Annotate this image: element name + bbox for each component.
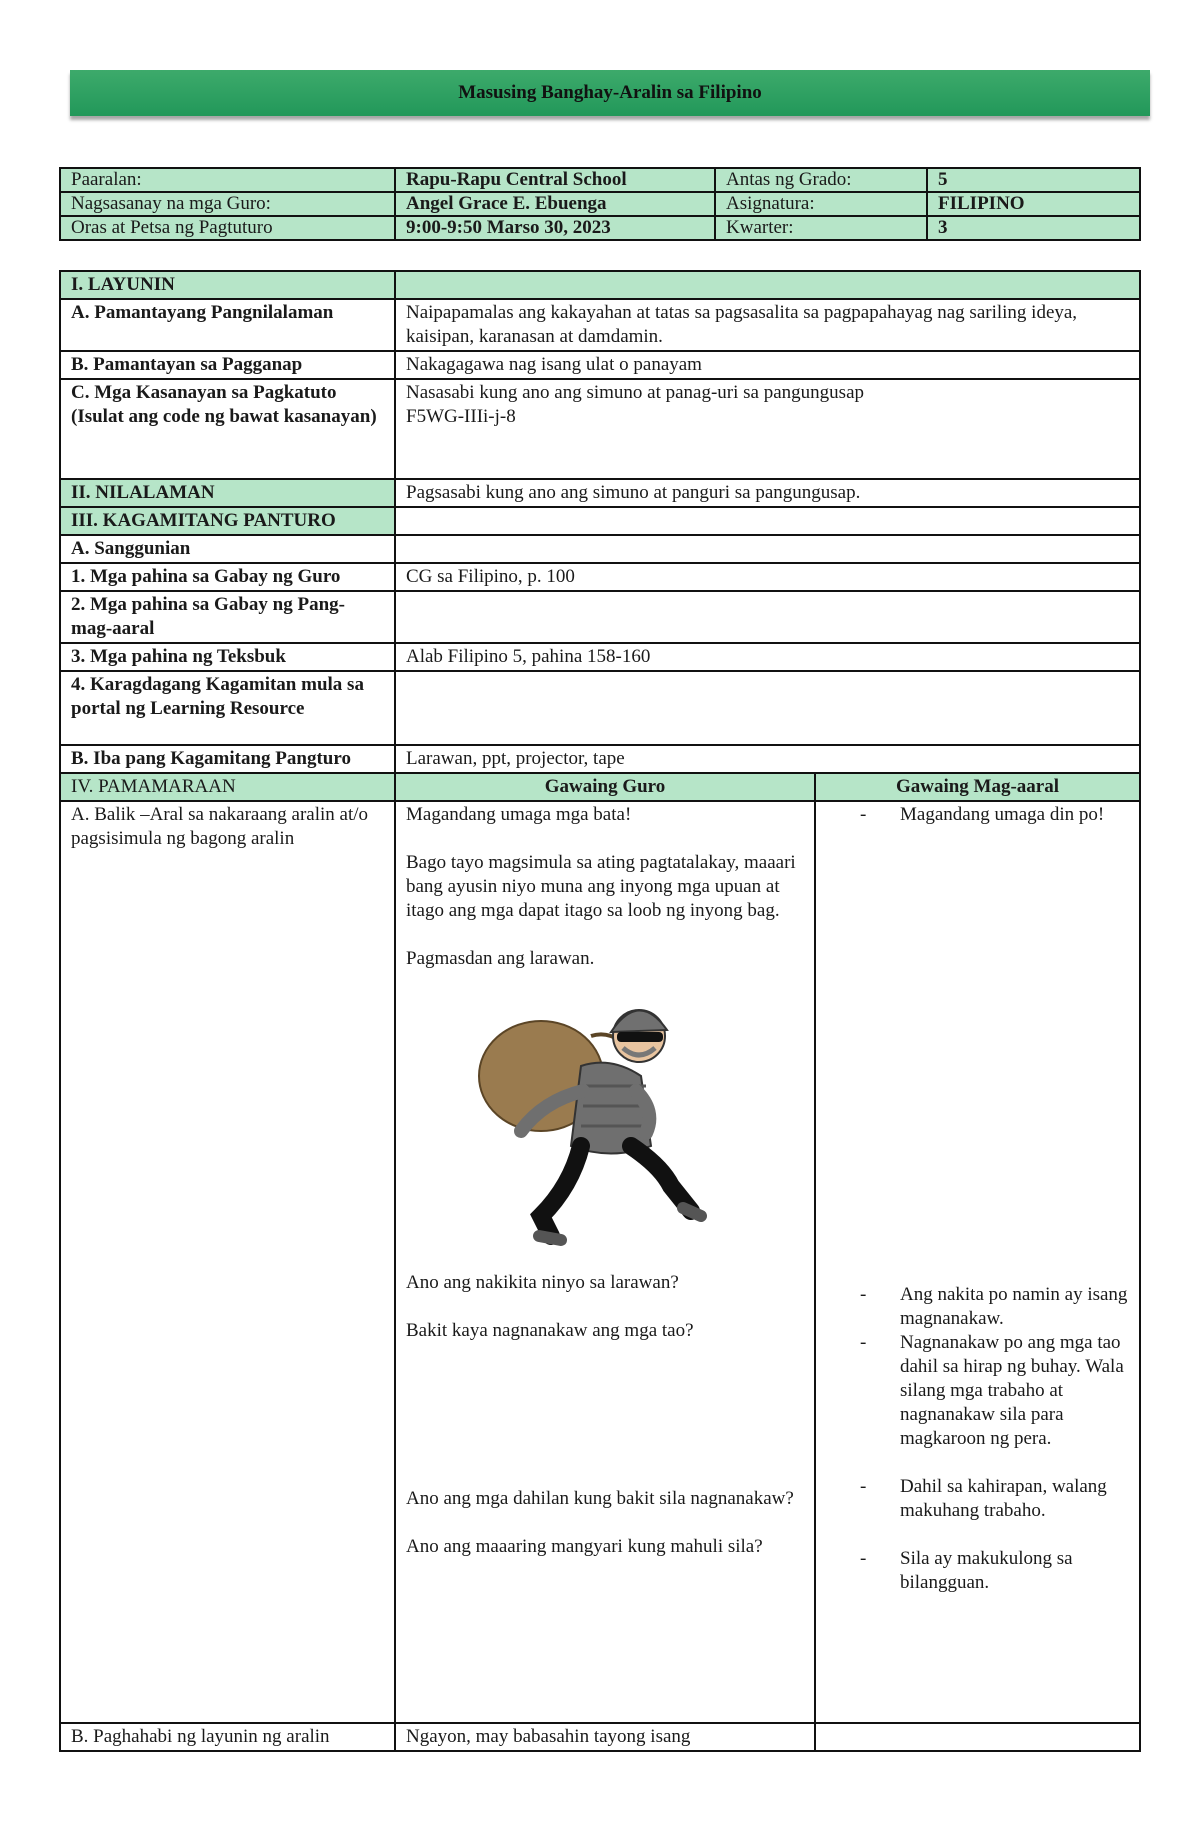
mag-aaral-activity-cell — [815, 801, 1140, 1723]
mag-response-text: Ang nakita po namin ay isang magnanakaw. — [900, 1284, 1128, 1329]
page-title: Masusing Banghay-Aralin sa Filipino — [70, 70, 1150, 116]
iba-label: B. Iba pang Kagamitang Pangturo — [60, 745, 395, 773]
kwarter-label: Kwarter: — [715, 216, 927, 240]
guro-value: Angel Grace E. Ebuenga — [395, 192, 715, 216]
oras-label: Oras at Petsa ng Pagtuturo — [60, 216, 395, 240]
kasanayan-value: Nasasabi kung ano ang simuno at panag-uri sa pangungusap — [406, 382, 865, 403]
guro-pagmasdan: Pagmasdan ang larawan. — [406, 948, 595, 969]
mag-response-text: Sila ay makukulong sa bilangguan. — [900, 1548, 1073, 1593]
oras-value: 9:00-9:50 Marso 30, 2023 — [395, 216, 715, 240]
gabay-guro-label: 1. Mga pahina sa Gabay ng Guro — [60, 563, 395, 591]
dash-marker: - — [860, 1332, 867, 1353]
thief-illustration — [471, 996, 711, 1266]
mag-response-text: Magandang umaga din po! — [900, 804, 1105, 825]
mag-response — [826, 1331, 1129, 1451]
paghahabi-value: Ngayon, may babasahin tayong isang — [395, 1723, 815, 1751]
gabay-guro-value: CG sa Filipino, p. 100 — [395, 563, 1140, 591]
karagdagang-label: 4. Karagdagang Kagamitan mula sa portal ng Learning Resource — [60, 671, 395, 745]
sanggunian-empty — [395, 535, 1140, 563]
kasanayan-cell — [395, 379, 1140, 479]
thief-picture — [406, 971, 804, 1271]
mag-response — [826, 1547, 1129, 1595]
guro-question-1: Ano ang nakikita ninyo sa larawan? — [406, 1272, 679, 1293]
layunin-empty — [395, 271, 1140, 299]
iba-value: Larawan, ppt, projector, tape — [395, 745, 1140, 773]
paaralan-label: Paaralan: — [60, 168, 395, 192]
guro-question-4: Ano ang maaaring mangyari kung mahuli sila? — [406, 1536, 763, 1557]
guro-label: Nagsasanay na mga Guro: — [60, 192, 395, 216]
balik-aral-label: A. Balik –Aral sa nakaraang aralin at/o pagsisimula ng bagong aralin — [60, 801, 395, 1723]
teksbuk-value: Alab Filipino 5, pahina 158-160 — [395, 643, 1140, 671]
paghahabi-mag-empty — [815, 1723, 1140, 1751]
pamantayang-label: A. Pamantayang Pangnilalaman — [60, 299, 395, 351]
lesson-plan-table — [59, 270, 1141, 1752]
nilalaman-value: Pagsasabi kung ano ang simuno at panguri sa pangungusap. — [395, 479, 1140, 507]
school-info-table — [59, 167, 1141, 241]
antas-value: 5 — [927, 168, 1140, 192]
guro-instruction: Bago tayo magsimula sa ating pagtatalakay, maaari bang ayusin niyo muna ang inyong mga upuan at itago ang mga dapat itago sa loob ng inyong bag. — [406, 852, 796, 921]
kagamitan-heading: III. KAGAMITANG PANTURO — [60, 507, 395, 535]
kagamitan-empty — [395, 507, 1140, 535]
mag-response-text: Dahil sa kahirapan, walang makuhang trabaho. — [900, 1476, 1107, 1521]
info-row — [60, 168, 1140, 192]
asignatura-label: Asignatura: — [715, 192, 927, 216]
guro-activity-cell — [395, 801, 815, 1723]
mag-response — [826, 1283, 1129, 1331]
paaralan-value: Rapu-Rapu Central School — [395, 168, 715, 192]
gabay-mag-empty — [395, 591, 1140, 643]
pagganap-label: B. Pamantayan sa Pagganap — [60, 351, 395, 379]
pagganap-value: Nakagagawa nag isang ulat o panayam — [395, 351, 1140, 379]
gawaing-mag-heading: Gawaing Mag-aaral — [815, 773, 1140, 801]
guro-greeting: Magandang umaga mga bata! — [406, 804, 632, 825]
mag-response-text: Nagnanakaw po ang mga tao dahil sa hirap ng buhay. Wala silang mga trabaho at nagnanakaw sila para magkaroon ng pera. — [900, 1332, 1124, 1449]
nilalaman-label: II. NILALAMAN — [60, 479, 395, 507]
kwarter-value: 3 — [927, 216, 1140, 240]
karagdagang-empty — [395, 671, 1140, 745]
kasanayan-label: C. Mga Kasanayan sa Pagkatuto (Isulat ang code ng bawat kasanayan) — [60, 379, 395, 479]
info-row — [60, 216, 1140, 240]
layunin-heading: I. LAYUNIN — [60, 271, 395, 299]
gawaing-guro-heading: Gawaing Guro — [395, 773, 815, 801]
asignatura-value: FILIPINO — [927, 192, 1140, 216]
kasanayan-code: F5WG-IIIi-j-8 — [406, 406, 516, 427]
dash-marker: - — [860, 1284, 867, 1305]
teksbuk-label: 3. Mga pahina ng Teksbuk — [60, 643, 395, 671]
pamamaraan-heading: IV. PAMAMARAAN — [60, 773, 395, 801]
guro-question-2: Bakit kaya nagnanakaw ang mga tao? — [406, 1320, 694, 1341]
antas-label: Antas ng Grado: — [715, 168, 927, 192]
guro-question-3: Ano ang mga dahilan kung bakit sila nagnanakaw? — [406, 1488, 794, 1509]
gabay-mag-label: 2. Mga pahina sa Gabay ng Pang-mag-aaral — [60, 591, 395, 643]
mag-response — [826, 1475, 1129, 1523]
info-row — [60, 192, 1140, 216]
sanggunian-label: A. Sanggunian — [60, 535, 395, 563]
pamantayang-value: Naipapamalas ang kakayahan at tatas sa pagsasalita sa pagpapahayag nag sariling ideya, kaisipan, karanasan at damdamin. — [395, 299, 1140, 351]
dash-marker: - — [860, 1476, 867, 1497]
dash-marker: - — [860, 804, 867, 825]
mag-response — [826, 803, 1129, 827]
paghahabi-label: B. Paghahabi ng layunin ng aralin — [60, 1723, 395, 1751]
dash-marker: - — [860, 1548, 867, 1569]
